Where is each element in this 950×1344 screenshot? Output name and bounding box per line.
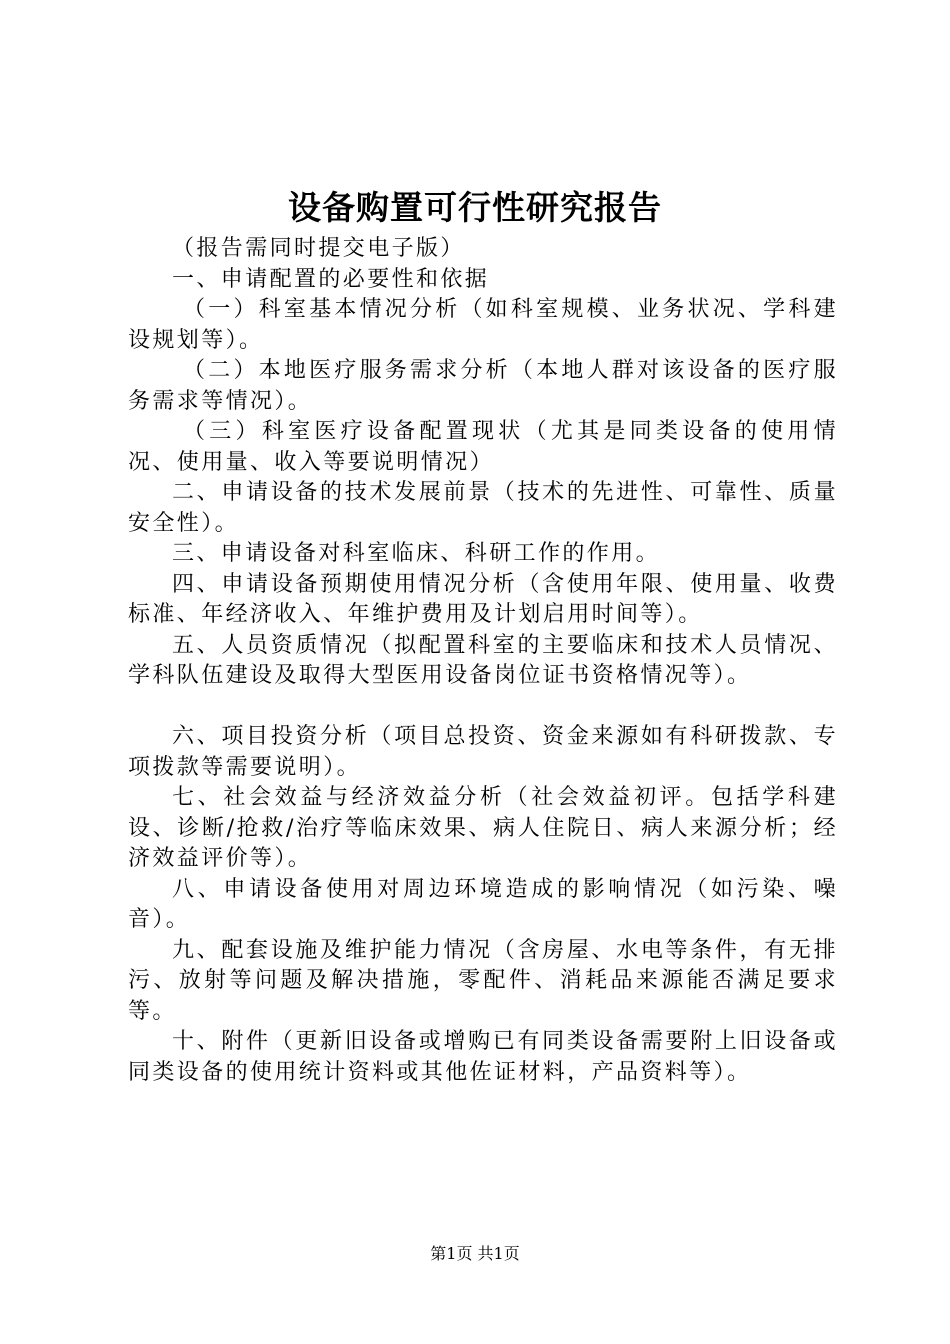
paragraph-subsection-3: （三）科室医疗设备配置现状（尤其是同类设备的使用情况、使用量、收入等要说明情况）: [128, 419, 838, 475]
paragraph-section-2: 二、申请设备的技术发展前景（技术的先进性、可靠性、质量安全性）。: [128, 480, 838, 536]
paragraph-section-5: 五、人员资质情况（拟配置科室的主要临床和技术人员情况、学科队伍建设及取得大型医用设备岗位证书资格情况等）。: [128, 632, 838, 688]
page-footer: 第1页 共1页: [430, 1244, 520, 1263]
paragraph-section-6: 六、项目投资分析（项目总投资、资金来源如有科研拨款、专项拨款等需要说明）。: [128, 724, 838, 780]
document-title: 设备购置可行性研究报告: [288, 188, 662, 227]
paragraph-section-10: 十、附件（更新旧设备或增购已有同类设备需要附上旧设备或同类设备的使用统计资料或其他佐证材料，产品资料等）。: [128, 1029, 838, 1085]
paragraph-section-1: 一、申请配置的必要性和依据: [172, 266, 490, 292]
paragraph-section-3: 三、申请设备对科室临床、科研工作的作用。: [172, 541, 661, 566]
paragraph-section-8: 八、申请设备使用对周边环境造成的影响情况（如污染、噪音）。: [128, 876, 838, 932]
paragraph-note: （报告需同时提交电子版）: [172, 236, 465, 261]
paragraph-section-9: 九、配套设施及维护能力情况（含房屋、水电等条件，有无排污、放射等问题及解决措施，零配件、消耗品来源能否满足要求等。: [128, 937, 838, 1024]
paragraph-section-4: 四、申请设备预期使用情况分析（含使用年限、使用量、收费标准、年经济收入、年维护费用及计划启用时间等）。: [128, 571, 838, 627]
paragraph-section-7: 七、社会效益与经济效益分析（社会效益初评。包括学科建设、诊断/抢救/治疗等临床效果、病人住院日、病人来源分析；经济效益评价等）。: [128, 785, 838, 871]
paragraph-subsection-1: （一）科室基本情况分析（如科室规模、业务状况、学科建设规划等）。: [128, 297, 838, 353]
document-body: [128, 234, 838, 1088]
paragraph-subsection-2: （二）本地医疗服务需求分析（本地人群对该设备的医疗服务需求等情况）。: [128, 358, 838, 414]
